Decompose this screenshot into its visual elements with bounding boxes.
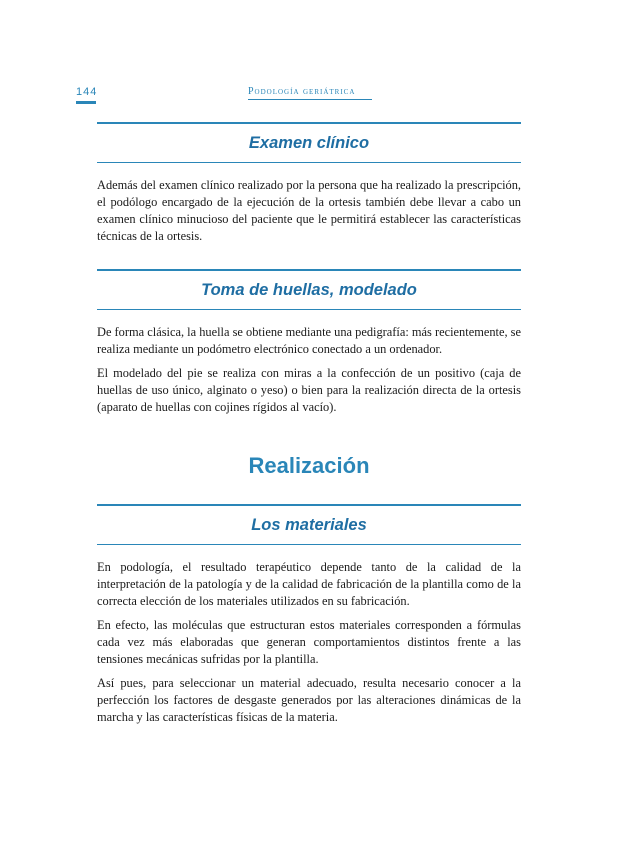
- page-number: 144: [76, 86, 98, 98]
- section-heading-materiales: [97, 504, 521, 545]
- page-number-underline: [76, 101, 96, 104]
- running-head: Podología geriátrica: [248, 86, 356, 97]
- section-heading-examen: [97, 122, 521, 163]
- paragraph: El modelado del pie se realiza con miras a la confección de un positivo (caja de huellas de uso único, alginato o yeso) o bien para la realización directa de la ortesis (aparato de huellas con cojines rígidos al vacío).: [97, 366, 521, 414]
- section-title: Examen clínico: [248, 133, 370, 152]
- section-heading-toma: [97, 269, 521, 310]
- section-title: Los materiales: [251, 515, 367, 534]
- chapter-title: Realización: [248, 453, 370, 478]
- section-title: Toma de huellas, modelado: [201, 280, 417, 299]
- paragraph: En podología, el resultado terapéutico depende tanto de la calidad de la interpretación de la patología y de la calidad de fabricación de la plantilla como de la correcta elección de los materiales utilizados en su fabricación.: [97, 560, 521, 608]
- paragraph: De forma clásica, la huella se obtiene mediante una pedigrafía: más recientemente, se realiza mediante un podómetro electrónico conectado a un ordenador.: [97, 325, 521, 356]
- running-head-rule: [248, 99, 372, 100]
- paragraph: Así pues, para seleccionar un material adecuado, resulta necesario conocer a la perfección los factores de desgaste generados por las alteraciones dinámicas de la marcha y las características físicas de la materia.: [97, 676, 521, 724]
- page-content: [97, 122, 521, 726]
- paragraph: Además del examen clínico realizado por la persona que ha realizado la prescripción, el podólogo encargado de la ejecución de la ortesis también debe llevar a cabo un examen clínico minucioso del paciente que le permitirá establecer las características técnicas de la ortesis.: [97, 178, 521, 243]
- paragraph: En efecto, las moléculas que estructuran estos materiales corresponden a fórmulas cada vez más elaboradas que generan comportamientos distintos frente a las tensiones mecánicas sufridas por la plantilla.: [97, 618, 521, 666]
